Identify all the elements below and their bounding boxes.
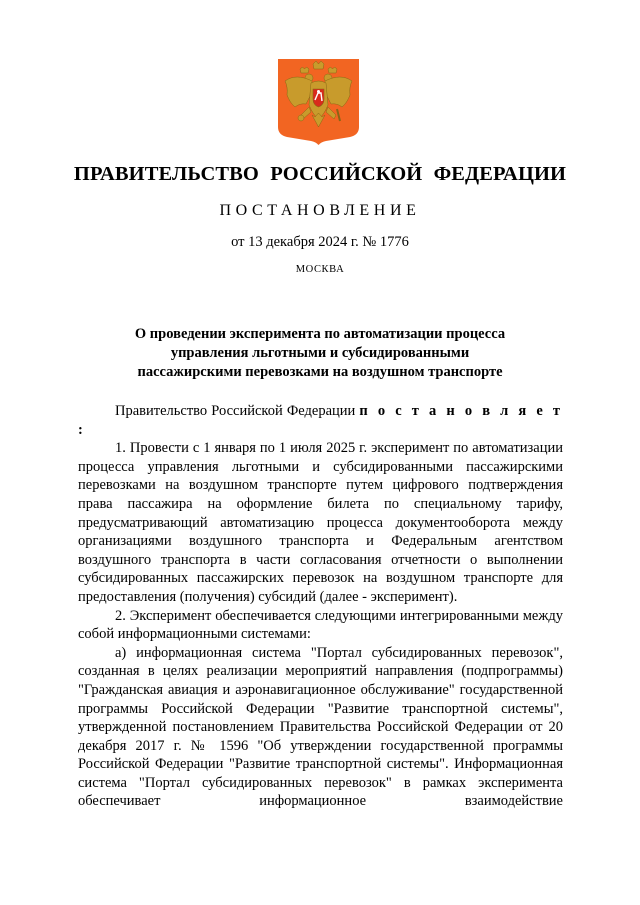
- coat-of-arms-icon: [276, 57, 361, 145]
- paragraph-1: 1. Провести с 1 января по 1 июля 2025 г. эксперимент по автоматизации процесса управления льготными и субсидированными пассажирскими перевозками на воздушном транспорте путем цифрового подтверждения права пассажира на оформление билета по специальному тарифу, предусматривающий автоматизацию процесса документооборота между организациями воздушного транспорта и Федеральным агентством воздушного транспорта в части согласования отчетности о выполнении субсидированных пассажирских перевозок на воздушном транспорте для предоставления (получения) субсидий (далее - эксперимент).: [78, 440, 563, 605]
- document-city: МОСКВА: [295, 264, 345, 275]
- government-title: ПРАВИТЕЛЬСТВО РОССИЙСКОЙ ФЕДЕРАЦИИ: [73, 163, 567, 185]
- subject-line: управления льготными и субсидированными: [170, 345, 470, 361]
- subject-line: О проведении эксперимента по автоматизации процесса: [134, 326, 506, 342]
- decree-word: п о с т а н о в л я е т :: [78, 403, 563, 438]
- document-date-number: от 13 декабря 2024 г. № 1776: [231, 234, 409, 250]
- preamble-text: Правительство Российской Федерации: [115, 403, 356, 419]
- paragraph-3: а) информационная система "Портал субсидированных перевозок", созданная в целях реализации мероприятий направления (подпрограммы) "Гражданская авиация и аэронавигационное обслуживание" государственной программы Российской Федерации "Развитие транспортной системы", утвержденной постановлением Правительства Российской Федерации от 20 декабря 2017 г. № 1596 "Об утверждении государственной программы Российской Федерации "Развитие транспортной системы". Информационная система "Портал субсидированных перевозок" в рамках эксперимента обеспечивает информационное взаимодействие: [78, 644, 563, 810]
- preamble-paragraph: [78, 402, 563, 439]
- document-subject: [80, 325, 560, 382]
- document-body: [78, 402, 563, 811]
- paragraph-2: 2. Эксперимент обеспечивается следующими интегрированными между собой информационными системами:: [78, 607, 563, 643]
- document-type: ПОСТАНОВЛЕНИЕ: [219, 202, 421, 219]
- subject-line: пассажирскими перевозками на воздушном транспорте: [137, 364, 503, 380]
